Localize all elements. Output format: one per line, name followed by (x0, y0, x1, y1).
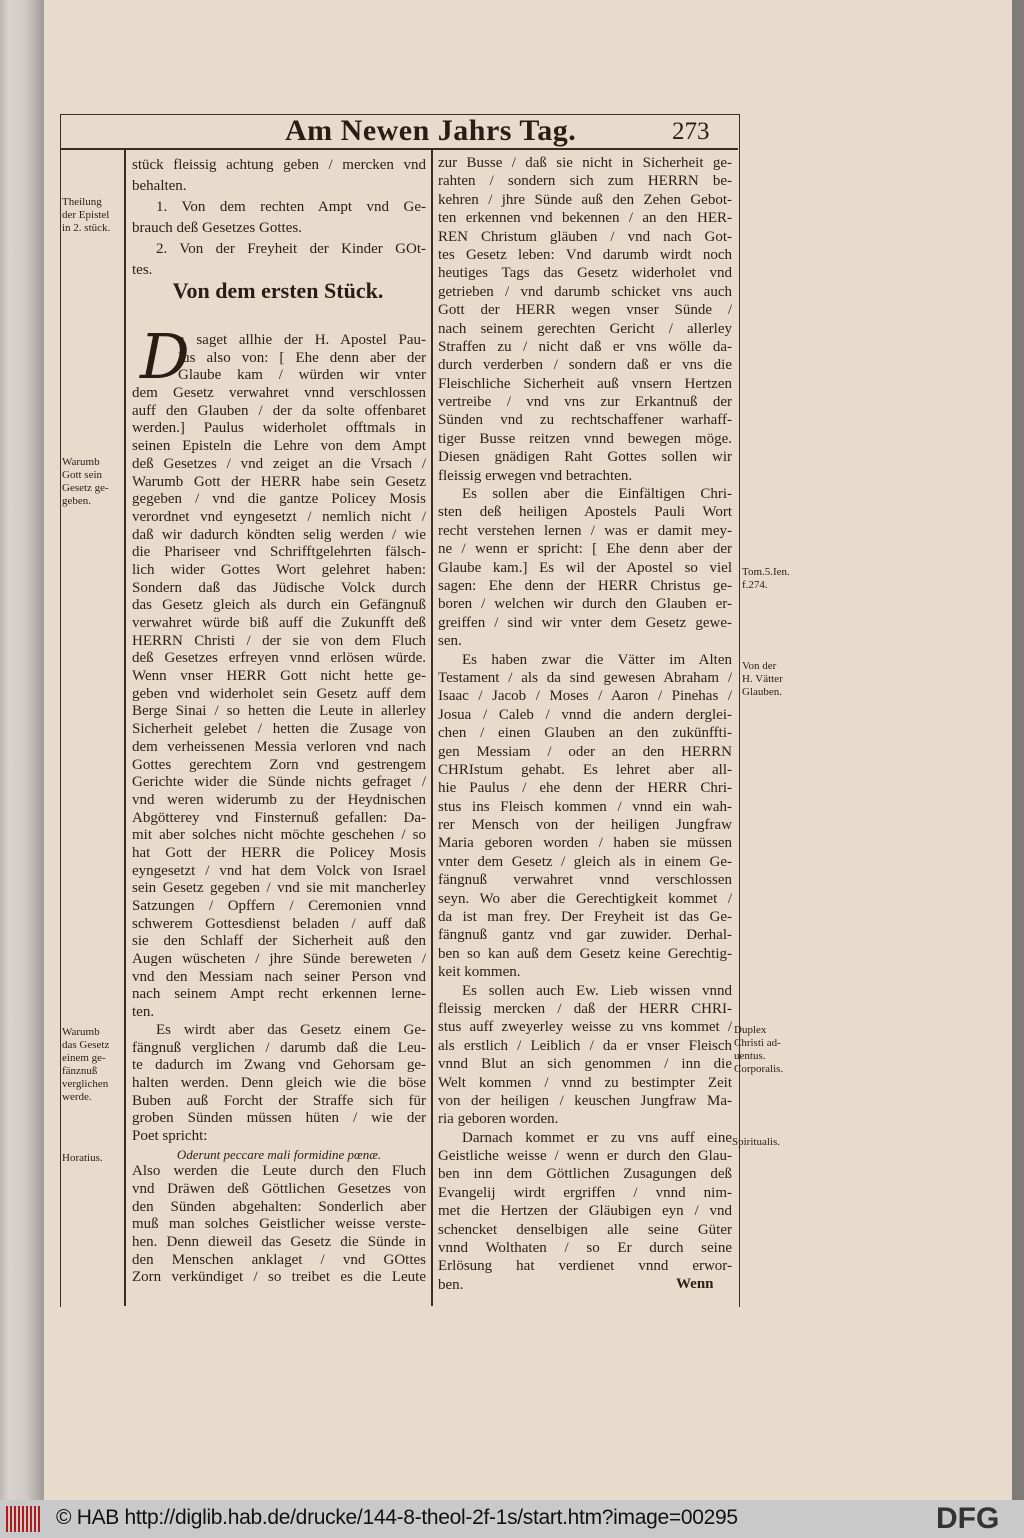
text-line: HERRN Christi / der sie von dem Fluch (132, 632, 426, 649)
text-line: sagen: Ehe denn der HERR Christus ge- (438, 577, 732, 594)
text-line: ria geboren worden. (438, 1111, 559, 1128)
text-line: heutiges Tags das Gesetz widerholet vnd (438, 265, 732, 282)
margin-note (734, 1024, 783, 1076)
margin-note-line: Theilung (62, 196, 102, 208)
text-line: rahten / sondern sich zum HERRN be- (438, 173, 732, 190)
text-line: von der heiligen / keuschen Jungfraw Ma- (438, 1092, 732, 1109)
margin-note-line: in 2. stück. (62, 222, 111, 234)
dfg-logo: DFG (936, 1502, 1000, 1535)
margin-note-line: uentus. (734, 1050, 766, 1062)
text-line: rer Mensch von der heiligen Jungfraw (438, 817, 732, 834)
text-line: eyngesetzt / vnd hat dem Volck von Israel (132, 862, 426, 879)
text-line: werden.] Paulus widerholet offtmals in (132, 420, 426, 437)
scan-background (1012, 0, 1024, 1500)
running-title: Am Newen Jahrs Tag. (285, 114, 577, 147)
latin-quote: Oderunt peccare mali formidine pœnæ. (176, 1146, 382, 1162)
text-line: Gottes gerechtem Zorn vnd gestrengem (132, 756, 426, 773)
text-line: nach seinem gerechten Gericht / allerley (438, 320, 732, 337)
margin-note-line: Christi ad- (734, 1037, 781, 1049)
text-line: a saget allhie der H. Apostel Pau- (178, 332, 426, 348)
text-line: ne / wenn er spricht: [ Ehe denn aber der (438, 541, 732, 558)
text-line: Welt kommen / vnnd zu bestimpter Zeit (438, 1074, 732, 1091)
text-line: Diesen gnädigen Raht Gottes sollen wir (438, 449, 732, 466)
text-line: den Menschen anklaget / vnd GOttes (132, 1251, 426, 1268)
margin-note-line: einem ge- (62, 1052, 106, 1064)
margin-note (742, 566, 790, 592)
text-line: Also werden die Leute durch den Fluch (132, 1163, 426, 1180)
text-line: Glaube kam.] Es wil der Apostel so viel (438, 559, 732, 576)
text-line: sie den Schlaff der Sicherheit auß den (132, 933, 426, 950)
page-number: 273 (672, 118, 710, 145)
text-line: Es wirdt aber das Gesetz einem Ge- (156, 1021, 426, 1038)
text-line: ben so kan auß dem Gesetz keine Gerechtig- (438, 945, 732, 962)
text-line: vnnd Blut an sich genommen / inn die (438, 1056, 732, 1073)
text-line: Fleischliche Sicherheit auß vnsern Hertzen (438, 375, 732, 392)
text-line: Glaube kam / würden wir vnter (178, 367, 426, 384)
text-line: gen Messiam / oder an den HERRN (438, 743, 732, 760)
text-line: lich wider Gottes Wort gelehret haben: (132, 561, 426, 578)
text-line: stus ins Fleisch kommen / vnnd ein wah- (438, 798, 732, 815)
margin-note-line: Gott sein (62, 469, 103, 481)
text-line: das Gesetz gleich als durch ein Gefängnuß (132, 597, 426, 614)
text-line: groben Sünden müssen hüten / wie der (132, 1110, 426, 1127)
text-line: fängnuß verwahret vnnd verschlossen (438, 872, 732, 889)
text-line: stus auff zweyerley weisse zu vns kommet / (438, 1019, 732, 1036)
margin-note (62, 456, 109, 508)
list-item-line: 1. Von dem rechten Ampt vnd Ge- (156, 199, 426, 215)
text-line: zur Busse / daß sie nicht in Sicherheit ge- (438, 155, 732, 171)
text-line: Zorn verkündiget / so treibet es die Leute (132, 1269, 426, 1286)
list-item-line: 2. Von der Freyheit der Kinder GOt- (156, 241, 426, 257)
text-line: chen / einen Glauben an den zukünffti- (438, 725, 732, 742)
text-line: verordnet vnd eyngesetzt / nemlich nicht / (132, 508, 426, 525)
text-line: REN Christum gläuben / vnd nach Got- (438, 228, 732, 245)
margin-note (742, 660, 783, 699)
margin-note-line: f.274. (742, 579, 768, 591)
text-line: Satzungen / Opffern / Ceremonien vnnd (132, 898, 426, 914)
text-line: Buben auß Forcht der Straffe sich für (132, 1092, 426, 1109)
text-line: stück fleissig achtung geben / mercken vnd (132, 157, 426, 173)
book-page-edges (0, 0, 44, 1500)
margin-note-line: H. Vätter (742, 673, 783, 685)
text-line: Isaac / Jacob / Moses / Aaron / Pinehas / (438, 688, 732, 705)
text-line: fängnuß verglichen / darumb daß die Leu- (132, 1039, 426, 1056)
margin-note (62, 196, 110, 235)
text-line: Sünden vnd zu rechtschaffener warhaff- (438, 412, 732, 429)
text-line: boren / welchen wir durch den Glauben er- (438, 596, 732, 613)
column-rule (431, 148, 433, 1306)
text-line: Augen wüscheten / jhre Sünde bereweten / (132, 951, 426, 968)
margin-note-line: verglichen (62, 1078, 109, 1090)
text-line: Evangelij wirdt ergriffen / vnnd nim- (438, 1184, 732, 1201)
text-line: deß Gesetzes erfreyen vnnd erlösen würde. (132, 650, 426, 667)
text-line: vnd weren widerumb zu der Heydnischen (132, 791, 426, 808)
section-heading: Von dem ersten Stück. (172, 278, 384, 303)
margin-note-line: Von der (742, 660, 777, 672)
text-line: Es haben zwar die Vätter im Alten (462, 651, 732, 668)
text-line: ben inn dem Göttlichen Zusagungen deß (438, 1166, 732, 1183)
text-line: Testament / als da sind gewesen Abraham / (438, 669, 732, 686)
text-line: keit kommen. (438, 964, 521, 981)
text-line: verwahret würde biß auff die Zukunfft deß (132, 615, 426, 631)
text-line: fleissig erwegen vnd betrachten. (438, 467, 633, 484)
text-line: gegeben / vnd die gantze Policey Mosis (132, 491, 426, 508)
margin-note-line: der Epistel (62, 209, 110, 221)
left-column-body (132, 332, 426, 1287)
text-line: geben vnd widerholet sein Gesetz auff dem (132, 685, 426, 702)
text-line: vnnd Wolthaten / so Er durch seine (438, 1240, 732, 1257)
catchword: Wenn (676, 1276, 714, 1292)
text-line: Geistliche weisse / wenn er durch den Glau- (438, 1148, 732, 1165)
text-line: ten. (132, 1004, 155, 1021)
margin-note-line: Warumb (62, 456, 100, 468)
text-line: nach seinem Ampt recht erkennen lerne- (132, 986, 426, 1003)
drop-cap: D (140, 320, 190, 393)
text-line: dem Gesetz verwahret vnnd verschlossen (132, 385, 426, 402)
text-line: seinen Episteln die Lehre von dem Ampt (132, 438, 426, 455)
text-line: Es sollen auch Ew. Lieb wissen vnnd (462, 982, 732, 999)
margin-note (62, 1152, 103, 1165)
text-line: Gerichte wider die Sünde nichts gefraget / (132, 774, 426, 791)
text-line: Erlösung hat verdienet vnnd erwor- (438, 1258, 732, 1275)
margin-rule-left (124, 148, 126, 1306)
text-line: Maria geboren worden / haben sie müssen (438, 835, 732, 852)
margin-note-line: geben. (62, 495, 92, 507)
text-line: greiffen / sind wir vnter dem Gesetz gewe- (438, 614, 732, 631)
margin-note-line: Gesetz ge- (62, 482, 109, 494)
footer-bar (0, 1500, 1024, 1538)
text-line: Berge Sinai / so hetten die Leute in allerley (132, 703, 426, 720)
margin-note-line: Warumb (62, 1026, 100, 1038)
text-line: halten werden. Denn gleich wie die böse (132, 1074, 426, 1091)
text-line: Abgötterey vnd Finsternuß gefallen: Da- (132, 809, 426, 826)
text-line: sein Gesetz gegeben / vnd sie mit mancherley (132, 880, 426, 897)
text-line: Es sollen aber die Einfältigen Chri- (462, 486, 732, 503)
list-item-line: brauch deß Gesetzes Gottes. (132, 220, 302, 236)
text-line: schencket denselbigen alle seine Güter (438, 1221, 732, 1238)
text-line: Poet spricht: (132, 1127, 208, 1144)
text-line: als erstlich / Leiblich / da er vnser Fleisch (438, 1037, 732, 1054)
text-line: den Sünden abgehalten: Sonderlich aber (132, 1198, 426, 1215)
right-column-body (438, 154, 732, 1294)
text-line: fängnuß gantz vnd gar zuwider. Derhal- (438, 927, 732, 944)
margin-note-line: Glauben. (742, 686, 783, 698)
text-line: Darnach kommet er zu vns auff eine (462, 1129, 732, 1146)
text-line: daß wir dadurch köndten selig werden / wie (132, 526, 426, 543)
text-line: te dadurch im Zwang vnd Gehorsam ge- (132, 1057, 426, 1074)
text-line: durch verderben / sondern daß er vns die (438, 357, 732, 374)
text-line: seyn. Wo aber die Gerechtigkeit kommet / (438, 890, 732, 907)
text-line: dem verheissenen Messia verloren vnd nach (132, 738, 426, 755)
text-line: tiger Busse reitzen vnnd bewegen möge. (438, 430, 732, 447)
text-line: vertreibe / vnd vns zur Erkantnuß der (438, 394, 732, 411)
text-line: fleissig mercken / daß der HERR CHRI- (438, 1000, 732, 1017)
text-line: schwerem Gottesdienst beladen / auff daß (132, 915, 426, 932)
text-line: Josua / Caleb / vnnd die andern derglei- (438, 706, 732, 723)
text-line: Sicherheit gelebet / hetten die Zusage von (132, 721, 426, 738)
text-line: Wenn vnser HERR Gott nicht hette ge- (132, 668, 426, 685)
text-line: tes Gesetz leben: Vnd darumb wirdt noch (438, 246, 732, 263)
text-line: deß Gesetzes / vnd zeiget an die Vrsach / (132, 455, 426, 472)
text-line: sen. (438, 633, 462, 650)
list-item-line: tes. (132, 262, 153, 278)
text-line: CHRIstum gehabt. Es lehret aber all- (438, 761, 732, 778)
margin-note-line: Spiritualis. (732, 1136, 780, 1148)
text-line: auff den Glauben / der da solte offenbaret (132, 402, 426, 419)
copyright-link[interactable]: © HAB http://diglib.hab.de/drucke/144-8-theol-2f-1s/start.htm?image=00295 (56, 1506, 738, 1529)
margin-note (62, 1026, 109, 1104)
margin-note-line: werde. (62, 1091, 92, 1103)
margin-note-line: Horatius. (62, 1152, 103, 1164)
text-line: vnd den Messiam nach seiner Person vnd (132, 968, 426, 985)
text-line: lus also von: [ Ehe denn aber der (178, 349, 426, 366)
text-line: hat Gott der HERR die Policey Mosis (132, 844, 426, 861)
margin-note-line: Duplex (734, 1024, 767, 1036)
text-line: hen. Denn dieweil das Gesetz die Sünde in (132, 1234, 426, 1251)
text-line: mit aber solches nicht möchte geschehen / so (132, 827, 426, 844)
text-line: Straffen zu / nicht daß er vns wölle da- (438, 338, 732, 355)
text-line: vnd Dräwen deß Göttlichen Gesetzes von (132, 1181, 426, 1197)
text-line: Sondern daß das Jüdische Volck durch (132, 579, 426, 596)
header-rule (60, 148, 738, 150)
text-line: recht verstehen lernen / was er damit mey- (438, 522, 732, 539)
margin-note-line: Corporalis. (734, 1063, 784, 1075)
text-line: muß man solches Geistlicher weisse verste- (132, 1216, 426, 1233)
text-line: Gott der HERR wegen vnser Sünde / (438, 302, 732, 319)
text-line: getrieben / vnd darumb schicket vns auch (438, 283, 732, 300)
margin-note-line: Tom.5.Ien. (742, 566, 790, 578)
text-line: vnter dem Gesetz / gleich als in einem Ge- (438, 853, 732, 870)
margin-note-line: fänznuß (62, 1065, 98, 1077)
text-line: ten erkennen vnd bekennen / an den HER- (438, 210, 732, 227)
text-line: Warumb Gott der HERR habe sein Gesetz (132, 473, 426, 490)
text-line: sten deß heiligen Apostels Pauli Wort (438, 504, 732, 521)
hab-logo-icon (6, 1506, 42, 1532)
text-line: kehren / jhre Sünde auß den Zehen Gebot- (438, 191, 732, 208)
text-line: met die Hertzen der Gläubigen eyn / vnd (438, 1203, 732, 1220)
text-line: behalten. (132, 178, 187, 194)
text-line: die Phariseer vnd Schrifftgelehrten fälsch- (132, 544, 426, 561)
text-line: da ist man frey. Der Freyheit ist das Ge- (438, 909, 732, 926)
left-column-intro (132, 155, 426, 281)
margin-note-line: das Gesetz (62, 1039, 110, 1051)
text-line: hie Paulus / ehe denn der HERR Chri- (438, 780, 732, 797)
text-line: ben. (438, 1276, 464, 1293)
margin-note (732, 1136, 780, 1149)
